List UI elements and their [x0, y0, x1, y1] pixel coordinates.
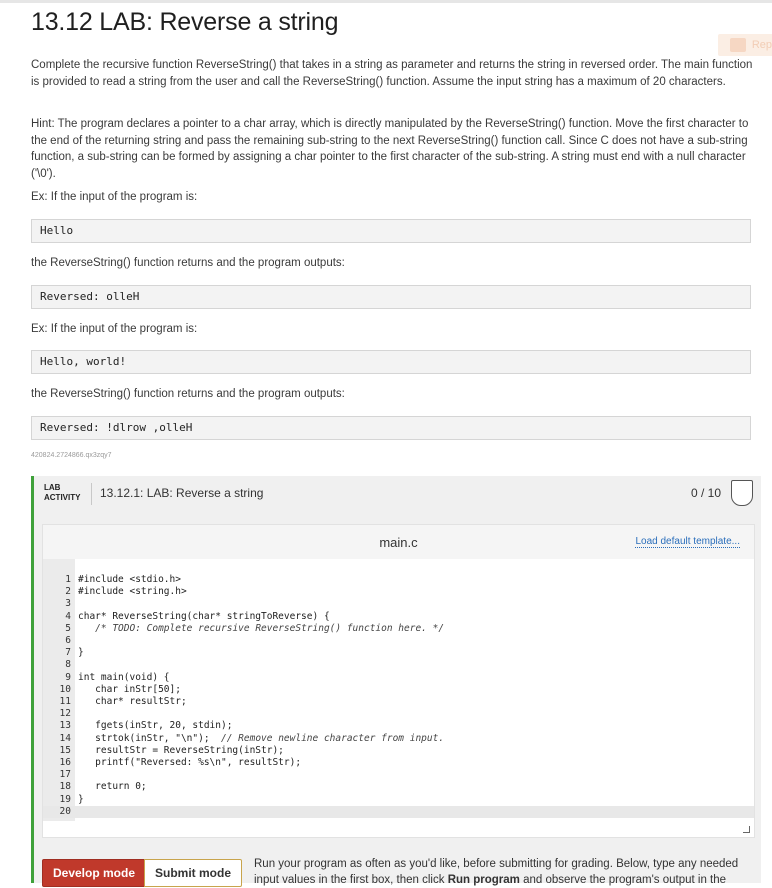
- line-code: fgets(inStr, 20, stdin);: [78, 720, 233, 732]
- code-line[interactable]: [43, 781, 754, 793]
- line-code: strtok(inStr, "\n");: [78, 732, 221, 744]
- lab-header: [34, 476, 761, 512]
- line-text: [78, 757, 301, 769]
- line-code: printf("Reversed: %s\n", resultStr);: [78, 757, 302, 768]
- line-number: 11: [59, 696, 71, 707]
- line-text: [78, 574, 181, 586]
- line-text: [78, 720, 232, 732]
- line-number: 18: [59, 781, 71, 793]
- code-line[interactable]: [43, 635, 754, 647]
- line-number: 2: [65, 586, 71, 598]
- lab-tag-line1: LAB: [44, 483, 61, 492]
- lab-score: 0 / 10: [691, 486, 722, 500]
- line-comment: // Remove newline character from input.: [221, 732, 445, 744]
- lab-activity-panel: [31, 476, 761, 886]
- line-number: 15: [59, 744, 71, 756]
- example1-input-label: Ex: If the input of the program is:: [31, 191, 198, 203]
- line-number: 5: [65, 622, 71, 634]
- line-code: #include <string.h>: [78, 586, 187, 598]
- line-code: return 0;: [78, 781, 147, 793]
- line-text: [78, 733, 444, 745]
- line-number: 12: [59, 708, 71, 720]
- lab-header-divider: [91, 483, 92, 505]
- code-line[interactable]: [43, 720, 754, 732]
- example2-output-box: Reversed: !dlrow ,olleH: [31, 416, 751, 440]
- lab-tag-line2: ACTIVITY: [44, 493, 81, 502]
- ghost-report-badge[interactable]: [718, 34, 772, 56]
- code-line[interactable]: [43, 745, 754, 757]
- code-line[interactable]: [43, 598, 754, 610]
- line-number: 20: [59, 805, 71, 817]
- line-number: 10: [59, 683, 71, 695]
- load-default-template-link[interactable]: Load default template...: [635, 536, 740, 547]
- line-number: 16: [59, 757, 71, 768]
- report-icon: [730, 38, 746, 52]
- lab-activity-tag: [44, 483, 80, 503]
- code-line[interactable]: [43, 586, 754, 598]
- code-line[interactable]: [43, 623, 754, 635]
- code-line[interactable]: [43, 806, 754, 818]
- example1-input-box: Hello: [31, 219, 751, 243]
- lab-title: 13.12.1: LAB: Reverse a string: [100, 486, 264, 500]
- ghost-badge-label: Rep: [751, 39, 772, 51]
- line-number: 1: [65, 574, 71, 585]
- line-code: #include <stdio.h>: [78, 574, 181, 585]
- run-instructions: [254, 856, 759, 888]
- line-code: }: [78, 647, 84, 659]
- develop-mode-button[interactable]: Develop mode: [42, 859, 146, 887]
- line-number: 17: [59, 769, 71, 781]
- line-text: [78, 794, 84, 806]
- run-program-emphasis: Run program: [447, 874, 520, 886]
- line-number: 8: [65, 659, 71, 671]
- line-text: [78, 586, 187, 598]
- code-line[interactable]: [43, 574, 754, 586]
- line-text: [78, 696, 187, 708]
- code-line[interactable]: [43, 794, 754, 806]
- submit-mode-button[interactable]: Submit mode: [144, 859, 242, 887]
- line-number: 14: [59, 732, 71, 744]
- code-line[interactable]: [43, 733, 754, 745]
- example2-output-label: the ReverseString() function returns and the program outputs:: [31, 388, 345, 400]
- page-title: 13.12 LAB: Reverse a string: [31, 8, 339, 36]
- code-editor: [42, 524, 755, 838]
- run-text-part2: and observe the program's output in the: [519, 874, 727, 886]
- line-number: 9: [65, 671, 71, 683]
- code-line[interactable]: [43, 708, 754, 720]
- line-code: char inStr[50];: [78, 683, 181, 695]
- line-code: resultStr = ReverseString(inStr);: [78, 744, 284, 756]
- completion-shield-icon: [731, 480, 753, 506]
- editor-header: [43, 525, 754, 559]
- line-number: 7: [65, 647, 71, 659]
- line-number: 19: [59, 793, 71, 805]
- line-number: 13: [59, 720, 71, 732]
- code-line[interactable]: [43, 647, 754, 659]
- file-name: main.c: [379, 535, 418, 550]
- line-number: 3: [65, 598, 71, 610]
- code-line[interactable]: [43, 611, 754, 623]
- line-text: [78, 611, 330, 623]
- line-text: [78, 647, 84, 659]
- tracking-id: 420824.2724866.qx3zqy7: [31, 452, 112, 459]
- run-text-part1: Run your program as often as you'd like, before submitting for grading. Below, type any needed input values in the first box, then click: [254, 858, 739, 886]
- line-text: [78, 684, 181, 696]
- line-code: }: [78, 793, 84, 805]
- line-comment: /* TODO: Complete recursive ReverseString() function here. */: [95, 622, 445, 634]
- line-text: [78, 745, 284, 757]
- intro-paragraph: Complete the recursive function ReverseString() that takes in a string as parameter and returns the string in reversed order. The main function is provided to read a string from the user and call the ReverseString() function. Assume the input string has a maximum of 20 characters.: [31, 59, 753, 88]
- code-line[interactable]: [43, 672, 754, 684]
- line-text: [78, 781, 147, 793]
- code-line[interactable]: [43, 696, 754, 708]
- code-line[interactable]: [43, 769, 754, 781]
- line-code: [78, 623, 95, 634]
- line-number: 6: [65, 635, 71, 646]
- hint-paragraph: Hint: The program declares a pointer to a char array, which is directly manipulated by the ReverseString() function. Move the first character to the end of the returning string and pass the remaining sub-string to the next ReverseString() function call. Since C does not have a sub-string function, a sub-string can be formed by assigning a char pointer to the first character of the sub-string. A string must end with a null character ('\0').: [31, 118, 749, 180]
- example1-output-box: Reversed: olleH: [31, 285, 751, 309]
- line-text: [78, 623, 444, 635]
- line-text: [78, 672, 170, 684]
- line-code: char* resultStr;: [78, 696, 187, 707]
- code-line[interactable]: [43, 684, 754, 696]
- code-line[interactable]: [43, 757, 754, 769]
- line-code: int main(void) {: [78, 671, 170, 683]
- line-code: char* ReverseString(char* stringToReverse) {: [78, 610, 330, 622]
- code-line[interactable]: [43, 659, 754, 671]
- line-number: 4: [65, 610, 71, 622]
- example1-output-label: the ReverseString() function returns and the program outputs:: [31, 257, 345, 269]
- top-border: [0, 0, 772, 3]
- example2-input-box: Hello, world!: [31, 350, 751, 374]
- resize-handle-icon[interactable]: [743, 826, 750, 833]
- example2-input-label: Ex: If the input of the program is:: [31, 323, 198, 335]
- code-text-area[interactable]: [43, 559, 754, 821]
